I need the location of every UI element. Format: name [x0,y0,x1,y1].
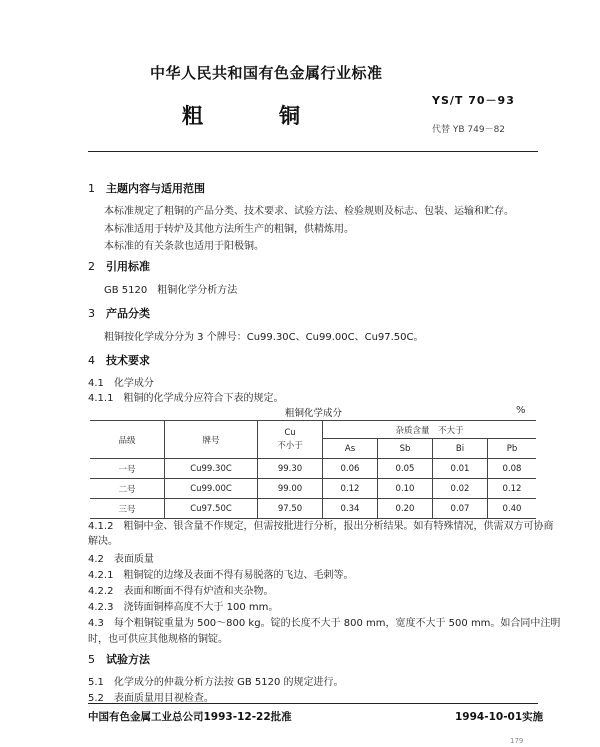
clause-4-1-2-cont: 解决。 [88,536,118,547]
clause-4-3-cont: 时，也可供应其他规格的铜锭。 [88,634,228,645]
section-title: 产品分类 [106,307,150,320]
table-row [90,499,536,519]
subsection-4-2: 4.2 表面质量 [88,554,154,565]
header-grade: 品级 [90,421,165,459]
clause-4-3: 4.3 每个粗铜锭重量为 500～800 kg。锭的长度不大于 800 mm，宽度不大于 500 mm。如合同中注明 [88,618,561,629]
clause-5-2: 5.2 表面质量用目视检查。 [88,693,214,704]
cell-as: 0.12 [323,479,378,499]
cell-sb: 0.20 [378,499,433,519]
header-cu [258,421,323,459]
clause-5-1: 5.1 化学成分的仲裁分析方法按 GB 5120 的规定进行。 [88,677,344,688]
section-title: 技术要求 [106,354,150,367]
clause-4-1-2: 4.1.2 粗铜中金、银含量不作规定，但需按批进行分析，报出分析结果。如有特殊情况，供需双方可协商 [88,521,554,532]
cell-bi: 0.01 [433,459,488,479]
referenced-standard: GB 5120 粗铜化学分析方法 [104,285,238,296]
section-4-heading [88,352,150,368]
clause-4-1-1: 4.1.1 粗铜的化学成分应符合下表的规定。 [88,393,284,404]
clause-4-2-1: 4.2.1 粗铜锭的边缘及表面不得有易脱落的飞边、毛刺等。 [88,570,354,581]
header-sb: Sb [378,439,433,459]
cell-as: 0.34 [323,499,378,519]
cu-label: Cu [284,427,296,438]
header-pb: Pb [488,439,537,459]
cell-grade: 三号 [90,499,165,519]
header-brand: 牌号 [165,421,258,459]
section-number: 4 [88,354,95,367]
cell-sb: 0.10 [378,479,433,499]
section-title: 引用标准 [106,260,150,273]
standard-number: YS/T 70－93 [432,94,515,107]
table-unit: % [516,405,526,416]
cell-bi: 0.07 [433,499,488,519]
implementation-date: 1994-10-01实施 [455,711,544,723]
footer-divider [88,703,538,704]
page-number: 179 [510,737,524,745]
section-number: 2 [88,260,95,273]
section-title: 试验方法 [106,653,150,666]
header-impurity: 杂质含量 不大于 [323,421,537,439]
cell-pb: 0.08 [488,459,537,479]
section-2-heading [88,258,150,274]
cell-brand: Cu97.50C [165,499,258,519]
section-number: 1 [88,182,95,195]
header-divider [88,151,538,152]
cell-brand: Cu99.30C [165,459,258,479]
cu-sub-label: 不小于 [277,440,303,451]
section-3-heading [88,305,150,321]
header-as: As [323,439,378,459]
paragraph: 本标准适用于转炉及其他方法所生产的粗铜，供精炼用。 [104,224,354,235]
subsection-4-1: 4.1 化学成分 [88,378,154,389]
paragraph: 本标准的有关条款也适用于阳极铜。 [104,241,264,252]
table-row [90,459,536,479]
cell-grade: 二号 [90,479,165,499]
cell-as: 0.06 [323,459,378,479]
chemical-composition-table [90,420,536,519]
replaces-standard: 代替 YB 749－82 [432,125,506,135]
approval-line: 中国有色金属工业总公司1993-12-22批准 [88,711,292,723]
cell-cu: 97.50 [258,499,323,519]
cell-cu: 99.00 [258,479,323,499]
document-title: 粗铜 [182,104,376,128]
table-title: 粗铜化学成分 [285,408,343,419]
paragraph: 本标准规定了粗铜的产品分类、技术要求、试验方法、检验规则及标志、包装、运输和贮存。 [104,206,514,217]
clause-4-2-3: 4.2.3 浇铸面铜棒高度不大于 100 mm。 [88,602,279,613]
header-bi: Bi [433,439,488,459]
cell-pb: 0.12 [488,479,537,499]
section-1-heading [88,180,205,196]
cell-pb: 0.40 [488,499,537,519]
table-row [90,479,536,499]
section-title: 主题内容与适用范围 [106,182,205,195]
cell-cu: 99.30 [258,459,323,479]
section-number: 3 [88,307,95,320]
clause-4-2-2: 4.2.2 表面和断面不得有炉渣和夹杂物。 [88,586,274,597]
industry-standard-title: 中华人民共和国有色金属行业标准 [150,64,383,82]
cell-brand: Cu99.00C [165,479,258,499]
section-number: 5 [88,653,95,666]
section-5-heading [88,651,150,667]
cell-bi: 0.02 [433,479,488,499]
cell-grade: 一号 [90,459,165,479]
paragraph: 粗铜按化学成分分为 3 个牌号：Cu99.30C、Cu99.00C、Cu97.50C。 [104,332,424,343]
cell-sb: 0.05 [378,459,433,479]
